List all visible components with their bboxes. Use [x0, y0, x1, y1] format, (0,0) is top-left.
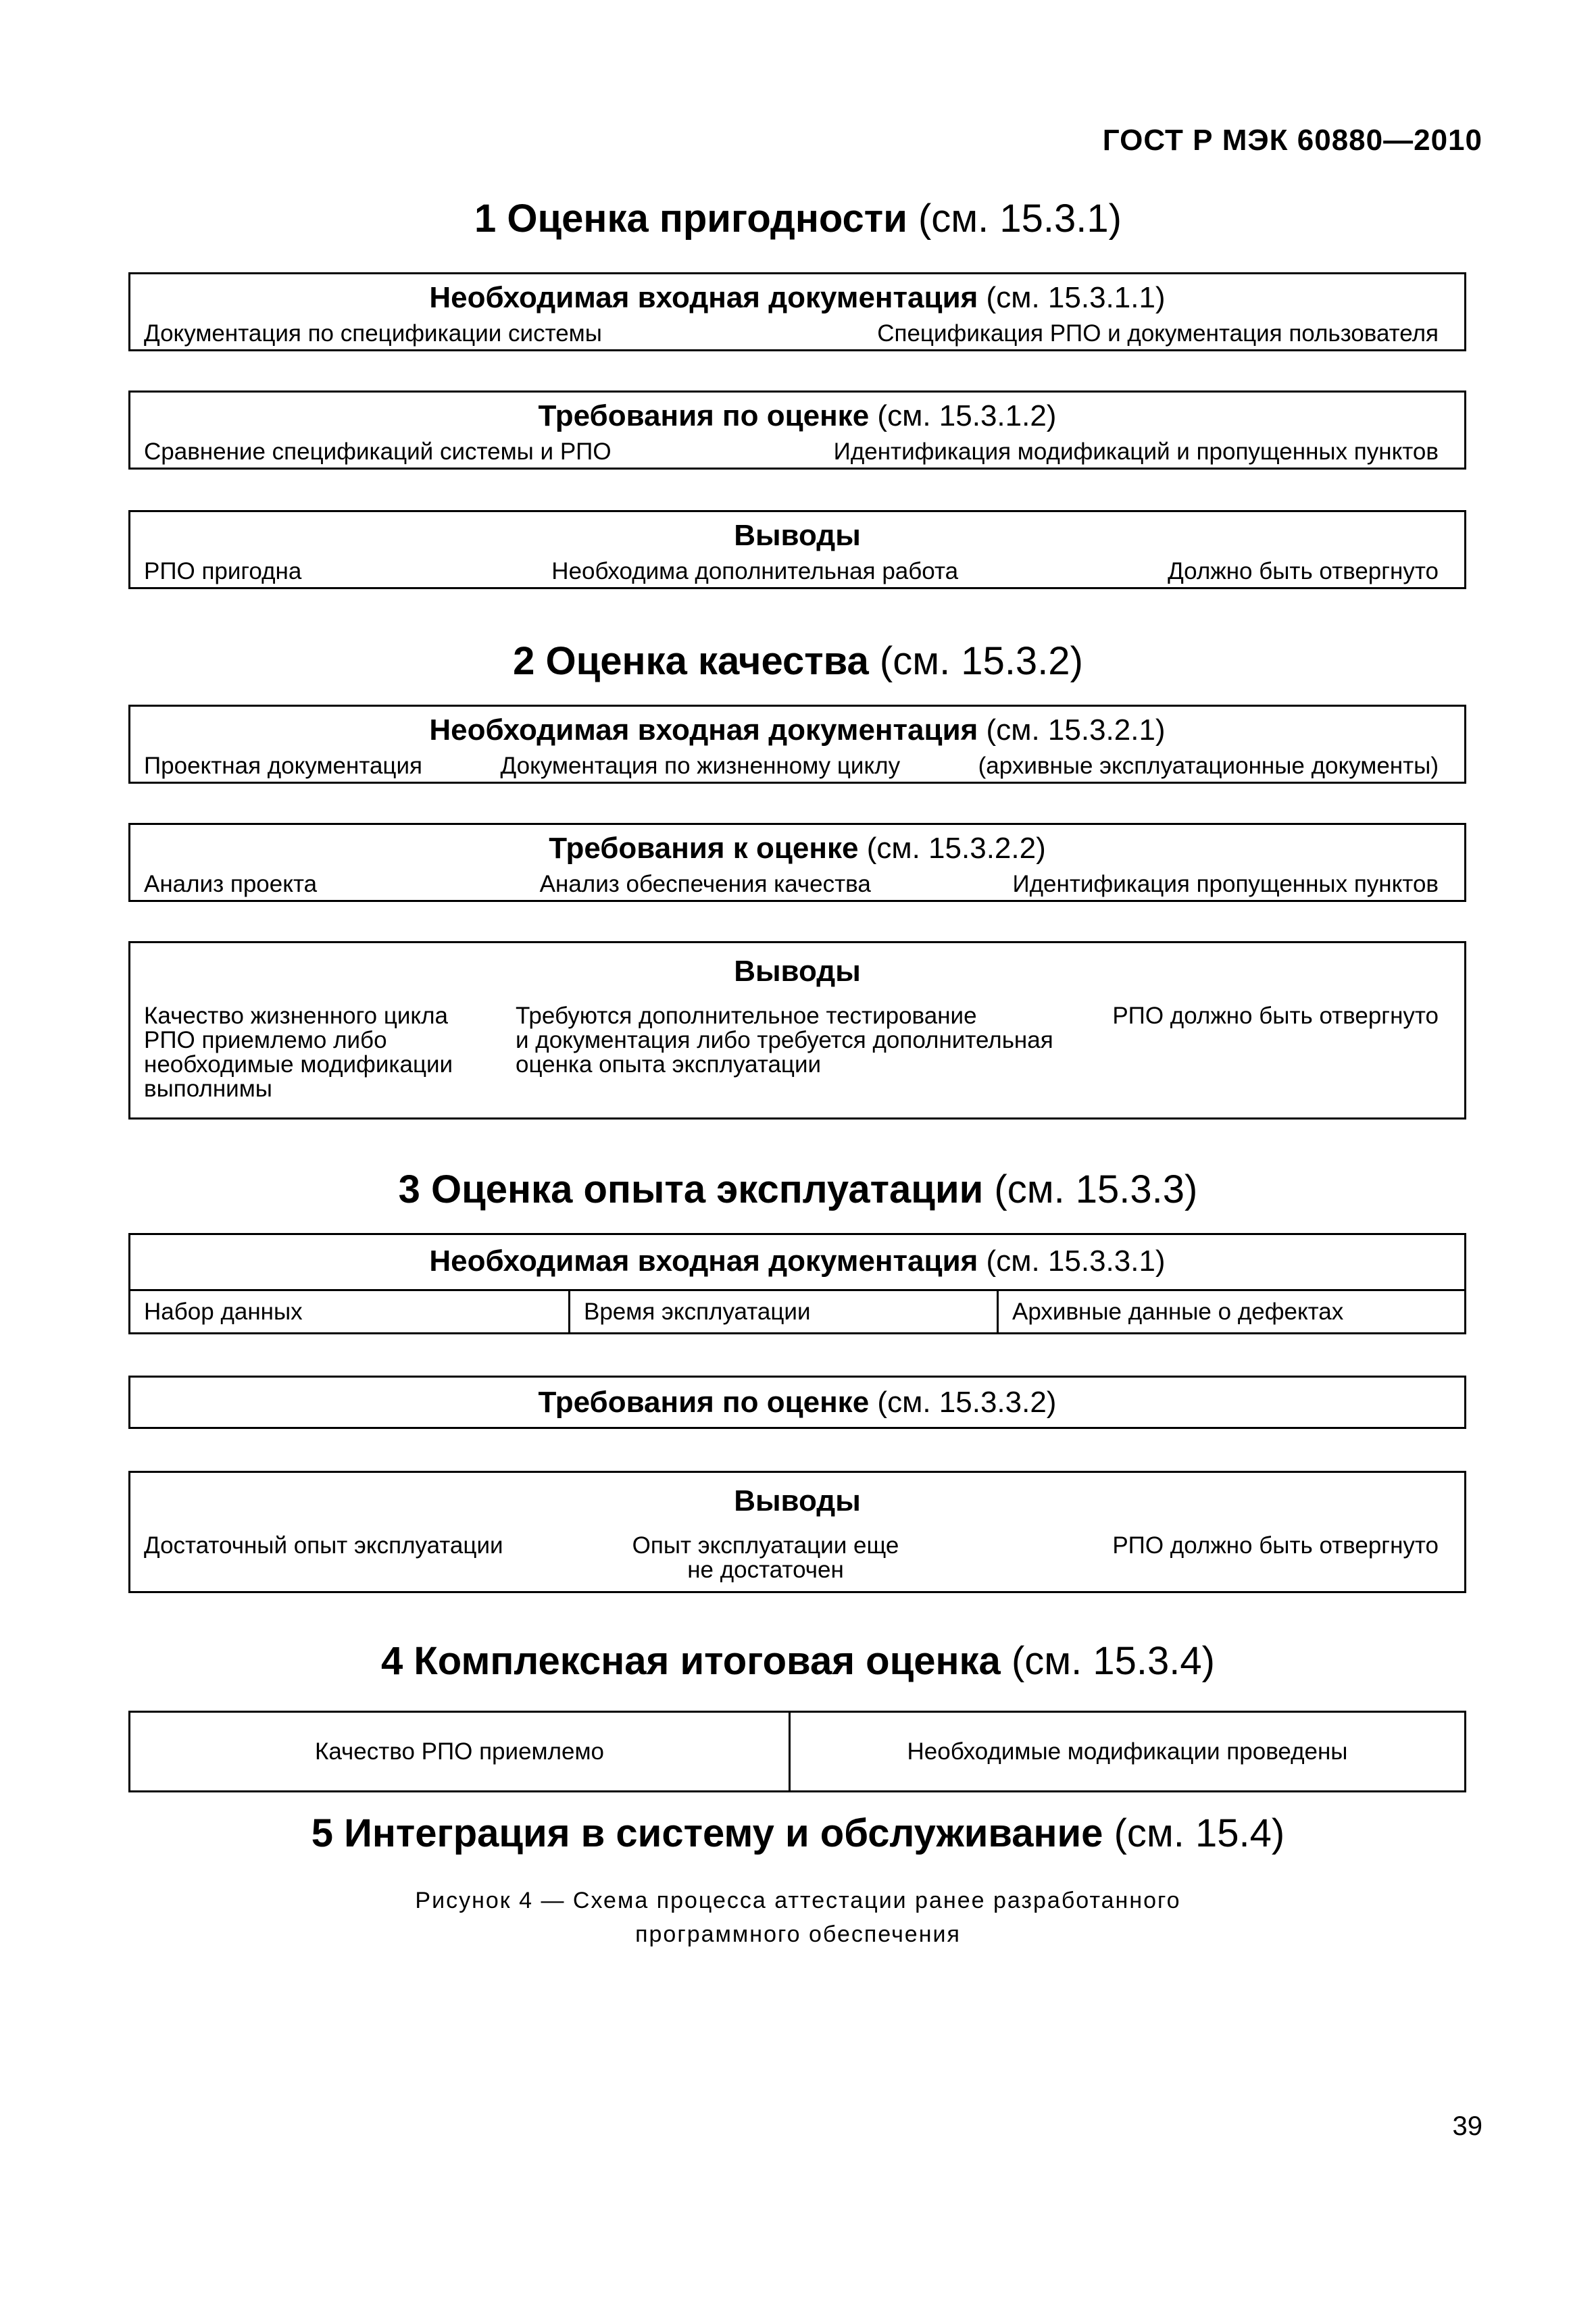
box-title: Выводы [734, 519, 861, 552]
box-title: Требования к оценке (см. 15.3.2.2) [549, 832, 1046, 865]
conclusion-item: Требуются дополнительное тестирование и документация либо требуется дополнительная оценка опыта эксплуатации [516, 1003, 1053, 1078]
section-5-title: 5 Интеграция в систему и обслуживание (см. 15.4) [311, 1811, 1285, 1855]
table-cell: Время эксплуатации [570, 1291, 999, 1332]
s2-conclusions-box [128, 941, 1466, 1120]
conclusion-item: Опыт эксплуатации еще не достаточен [632, 1532, 899, 1583]
section-4-title: 4 Комплексная итоговая оценка (см. 15.3.4) [381, 1639, 1215, 1683]
assessment-cell: Качество РПО приемлемо [130, 1713, 791, 1790]
s2-input-docs-box [128, 705, 1466, 784]
input-docs-table [130, 1289, 1464, 1332]
box-item: Анализ проекта [144, 871, 318, 897]
box-item: Анализ обеспечения качества [539, 871, 871, 897]
s3-conclusions-box [128, 1471, 1466, 1593]
document-code: ГОСТ Р МЭК 60880—2010 [1102, 124, 1482, 157]
box-item: Документация по спецификации системы [144, 320, 602, 347]
box-title: Необходимая входная документация (см. 15.3.1.1) [429, 281, 1166, 314]
box-item: Должно быть отвергнуто [1168, 558, 1439, 584]
s1-conclusions-box [128, 510, 1466, 589]
s3-requirements-box [128, 1376, 1466, 1429]
section-1-title: 1 Оценка пригодности (см. 15.3.1) [474, 197, 1122, 241]
table-cell: Архивные данные о дефектах [1012, 1298, 1344, 1325]
box-item: Проектная документация [144, 753, 422, 779]
conclusion-item: Качество жизненного цикла РПО приемлемо либо необходимые модификации выполнимы [144, 1003, 453, 1102]
box-item: Спецификация РПО и документация пользователя [877, 320, 1439, 347]
conclusion-item: Достаточный опыт эксплуатации [144, 1532, 503, 1559]
box-title: Требования по оценке (см. 15.3.1.2) [538, 399, 1057, 432]
box-title: Необходимая входная документация (см. 15.3.3.1) [429, 1244, 1166, 1278]
box-title: Необходимая входная документация (см. 15.3.2.1) [429, 713, 1166, 747]
s1-input-docs-box [128, 272, 1466, 351]
assessment-cell: Необходимые модификации проведены [907, 1738, 1348, 1765]
box-item: Сравнение спецификаций системы и РПО [144, 438, 612, 465]
conclusion-item: РПО должно быть отвергнуто [1112, 1003, 1439, 1029]
s4-final-assessment-box [128, 1711, 1466, 1792]
section-3-title: 3 Оценка опыта эксплуатации (см. 15.3.3) [398, 1167, 1198, 1211]
s1-requirements-box [128, 391, 1466, 470]
box-title: Выводы [734, 955, 861, 988]
figure-caption: Рисунок 4 — Схема процесса аттестации ранее разработанного программного обеспечения [415, 1888, 1181, 1947]
s2-requirements-box [128, 823, 1466, 902]
conclusion-item: РПО должно быть отвергнуто [1112, 1532, 1439, 1559]
table-cell: Набор данных [130, 1291, 570, 1332]
box-item: РПО пригодна [144, 558, 302, 584]
box-item: Документация по жизненному циклу [500, 753, 901, 779]
box-item: Идентификация пропущенных пунктов [1012, 871, 1439, 897]
box-title: Выводы [734, 1484, 861, 1517]
box-item: (архивные эксплуатационные документы) [978, 753, 1439, 779]
section-2-title: 2 Оценка качества (см. 15.3.2) [513, 639, 1083, 683]
page-number: 39 [1452, 2111, 1482, 2141]
box-item: Необходима дополнительная работа [551, 558, 959, 584]
box-title: Требования по оценке (см. 15.3.3.2) [538, 1386, 1057, 1419]
s3-input-docs-box [128, 1233, 1466, 1334]
box-item: Идентификация модификаций и пропущенных пунктов [833, 438, 1439, 465]
